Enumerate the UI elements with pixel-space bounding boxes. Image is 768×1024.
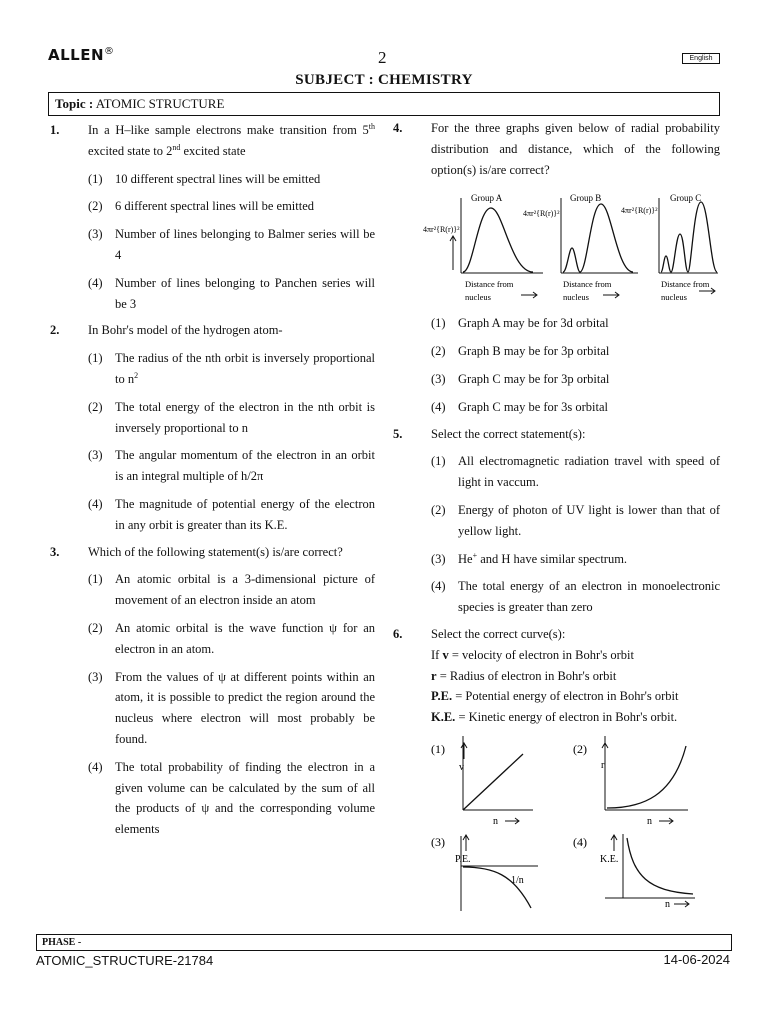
curve-xlabel: n [665, 898, 670, 910]
question-number: 2. [50, 323, 60, 338]
option-3: (3) From the values of ψ at different points within an atom, it is possible to predict the region around the nucleus where electron will most probably be found. [88, 669, 375, 746]
question-text: In a H–like sample electrons make transition from 5th excited state to 2nd excited state [88, 121, 375, 158]
right-column [393, 118, 720, 917]
left-column [50, 120, 375, 846]
graph-xlabel: Distance from [661, 279, 710, 290]
svg-text:(2): (2) [573, 741, 587, 756]
graph-label: Group A [471, 193, 503, 204]
topic-label: Topic : [55, 96, 94, 111]
option-4: (4) The magnitude of potential energy of the electron in any orbit is greater than its K.E. [88, 496, 375, 532]
definition-ke: K.E. = Kinetic energy of electron in Bohr's orbit. [431, 710, 678, 725]
topic-box [48, 92, 720, 116]
curve-ylabel: v [459, 761, 464, 773]
curve-option-2 [573, 736, 688, 827]
option-4: (4) The total energy of an electron in monoelectronic species is greater than zero [431, 579, 720, 615]
option-2: (2) 6 different spectral lines will be emitted [88, 199, 315, 214]
option-4: (4) Number of lines belonging to Panchen series will be 3 [88, 275, 375, 311]
question-number: 3. [50, 544, 60, 559]
question-6 [393, 624, 720, 911]
curve-line [627, 838, 693, 894]
graph-xlabel: Distance from [465, 279, 514, 290]
definition-v: If v = velocity of electron in Bohr's orbit [431, 647, 635, 662]
footer-code: ATOMIC_STRUCTURE-21784 [36, 953, 214, 968]
graph-ylabel: 4πr²{R(r)}² [621, 206, 658, 216]
curve-option-4 [573, 834, 695, 910]
phase-box: PHASE - [36, 934, 732, 951]
curve-group-c [661, 202, 717, 272]
option-1: (1) 10 different spectral lines will be emitted [88, 171, 321, 186]
graph-xlabel: Distance from [563, 279, 612, 290]
option-2: (2) An atomic orbital is the wave function ψ for an electron in an atom. [88, 620, 375, 656]
question-text: Select the correct curve(s): [431, 626, 566, 641]
question-text: Select the correct statement(s): [431, 426, 586, 441]
question-5 [393, 424, 720, 618]
svg-text:(3): (3) [431, 834, 445, 849]
question-4 [393, 118, 720, 418]
definitions [393, 645, 720, 728]
curve-option-3 [431, 835, 538, 911]
question-number: 1. [50, 123, 60, 137]
graph-xlabel: nucleus [465, 292, 491, 303]
graph-label: Group C [670, 193, 702, 204]
question-1 [50, 120, 375, 314]
question-number: 4. [393, 121, 403, 135]
option-3: (3) He+ and H have similar spectrum. [431, 550, 628, 566]
option-1: (1) Graph A may be for 3d orbital [431, 316, 609, 331]
question-text: For the three graphs given below of radial probability distribution and distance, which of the following option(s) is/are correct? [431, 121, 720, 177]
curve-line [607, 746, 686, 808]
question-number: 5. [393, 426, 403, 441]
curve-xlabel: 1/n [511, 874, 524, 886]
curve-ylabel: r [601, 759, 605, 771]
curve-line [463, 867, 531, 908]
radial-graphs-svg [423, 188, 723, 306]
option-3: (3) Graph C may be for 3p orbital [431, 371, 610, 386]
option-2: (2) The total energy of the electron in the nth orbit is inversely proportional to n [88, 399, 375, 435]
svg-text:(1): (1) [431, 741, 445, 756]
option-1: (1) The radius of the nth orbit is inversely proportional to $n^2$ [88, 351, 375, 386]
graph-label: Group B [570, 193, 602, 204]
question-2 [50, 320, 375, 535]
curve-options-svg [393, 736, 720, 911]
curve-xlabel: n [647, 815, 652, 827]
definition-r: r = Radius of electron in Bohr's orbit [431, 668, 617, 683]
question-text: In Bohr's model of the hydrogen atom- [88, 323, 283, 338]
curve-xlabel: n [493, 815, 498, 827]
graph-ylabel: 4πr²{R(r)}² [423, 225, 460, 235]
option-3: (3) Number of lines belonging to Balmer series will be 4 [88, 227, 375, 262]
topic-name: ATOMIC STRUCTURE [95, 96, 225, 111]
option-2: (2) Graph B may be for 3p orbital [431, 344, 610, 359]
graph-group-c [621, 193, 718, 302]
option-1: (1) An atomic orbital is a 3-dimensional picture of movement of an electron inside an atom [88, 572, 375, 608]
curve-line [463, 754, 523, 810]
subject-title: SUBJECT : CHEMISTRY [295, 72, 473, 88]
radial-probability-graphs [423, 188, 720, 306]
graph-ylabel: 4πr²{R(r)}² [523, 209, 560, 219]
question-number: 6. [393, 626, 403, 641]
option-1: (1) All electromagnetic radiation travel with speed of light in vaccum. [431, 454, 720, 490]
page-number: 2 [378, 48, 387, 67]
definition-pe: P.E. = Potential energy of electron in Bohr's orbit [431, 689, 679, 704]
curve-ylabel: K.E. [600, 853, 619, 865]
option-4: (4) Graph C may be for 3s orbital [431, 399, 608, 414]
language-badge: English [682, 53, 720, 64]
curve-option-1 [431, 736, 533, 827]
option-4: (4) The total probability of finding the electron in a given volume can be calculated by the sum of all the products of ψ and the corresponding volume elements [88, 759, 375, 837]
curve-options [393, 736, 720, 911]
graph-xlabel: nucleus [563, 292, 589, 303]
curve-ylabel: P.E. [455, 853, 471, 865]
brand-logo: ALLEN® [48, 46, 115, 64]
option-2: (2) Energy of photon of UV light is lower than that of yellow light. [431, 502, 720, 538]
question-3 [50, 542, 375, 840]
graph-xlabel: nucleus [661, 292, 687, 303]
footer-date: 14-06-2024 [663, 952, 730, 967]
question-text: Which of the following statement(s) is/are correct? [88, 544, 343, 559]
svg-text:(4): (4) [573, 834, 587, 849]
option-3: (3) The angular momentum of the electron in an orbit is an integral multiple of h/2π [88, 448, 375, 484]
